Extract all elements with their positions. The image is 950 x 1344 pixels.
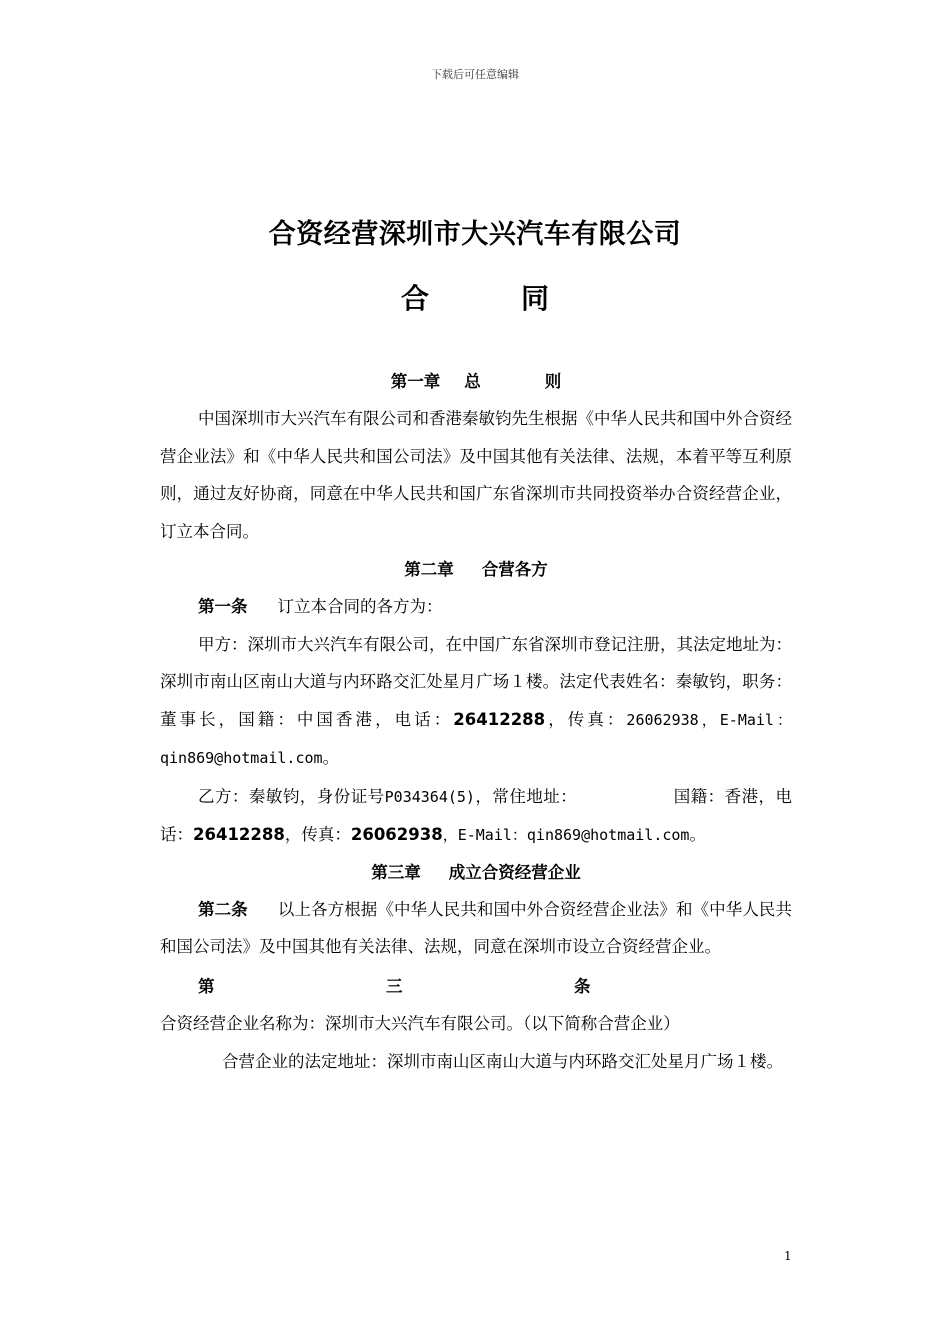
chapter-3-heading [160,855,792,891]
document-title: 合资经营深圳市大兴汽车有限公司 [268,219,682,250]
party-b-address-label: ，常住地址： [474,786,578,806]
party-b-id: P034364(5) [384,787,475,806]
chapter-2-number: 第二章 [404,560,454,579]
page-number: 1 [784,1249,792,1263]
party-b-email: qin869@hotmail.com [526,826,690,844]
party-b-phone: 26412288 [193,825,285,844]
article-2-text: 以上各方根据《中华人民共和国中外合资经营企业法》和《中华人民共和国公司法》及中国其他有关法律、法规，同意在深圳市设立合资经营企业。 [160,899,793,956]
chapter-1-name-a: 总 [464,372,481,391]
party-a-paragraph [160,626,792,778]
article-1-label: 第一条 [198,597,248,616]
party-a-fax-label: ，传真： [545,709,627,729]
chapter-1-heading [160,364,792,400]
chapter-2-name: 合营各方 [481,560,548,579]
party-b-paragraph [160,778,792,855]
article-3 [160,968,792,1043]
party-b-text: 乙方：秦敏钧，身份证号 [198,786,385,806]
chapter-1-number: 第一章 [390,372,441,391]
subtitle-char-2: 同 [521,282,550,315]
chapter-1-paragraph: 中国深圳市大兴汽车有限公司和香港秦敏钧先生根据《中华人民共和国中外合资经营企业法》和《中华人民共和国公司法》及中国其他有关法律、法规，本着平等互利原则，通过友好协商，同意在中华人民共和国广东省深圳市共同投资举办合资经营企业，订立本合同。 [160,409,792,541]
article-1-text: 订立本合同的各方为： [277,597,443,616]
chapter-2-heading [160,552,792,588]
article-2 [160,891,792,966]
party-b-nationality: 国籍：香港，电话： [160,786,793,844]
party-a-phone: 26412288 [453,709,546,729]
article-2-label: 第二条 [198,899,248,919]
page-header: 下载后可任意编辑 [431,68,519,81]
chapter-3-name: 成立合资经营企业 [448,862,581,882]
article-3-text: 合资经营企业名称为：深圳市大兴汽车有限公司。（以下简称合营企业） [160,1014,680,1033]
legal-address-paragraph: 合营企业的法定地址：深圳市南山区南山大道与内环路交汇处星月广场１楼。 [222,1051,783,1071]
article-1 [160,588,792,626]
party-b-email-label: ，E-Mail： [442,826,527,844]
party-a-fax: 26062938 [626,710,699,729]
party-b-fax-label: ，传真： [284,825,351,844]
document-body [160,364,792,1080]
party-a-end: 。 [322,748,340,767]
party-b-fax: 26062938 [350,825,443,844]
chapter-1-name-b: 则 [544,372,562,391]
article-3-label: 第三条 [198,976,762,996]
party-a-email-label: ，E-Mail： [698,710,793,729]
subtitle-char-1: 合 [400,282,429,315]
party-b-end: 。 [689,825,706,844]
document-subtitle [0,277,950,317]
party-a-text: 甲方：深圳市大兴汽车有限公司，在中国广东省深圳市登记注册，其法定地址为：深圳市南山区南山大道与内环路交汇处星月广场１楼。法定代表姓名：秦敏钧，职务：董事长，国籍：中国香港，电话： [160,634,792,729]
party-a-email: qin869@hotmail.com [160,749,323,767]
chapter-3-number: 第三章 [371,862,421,882]
